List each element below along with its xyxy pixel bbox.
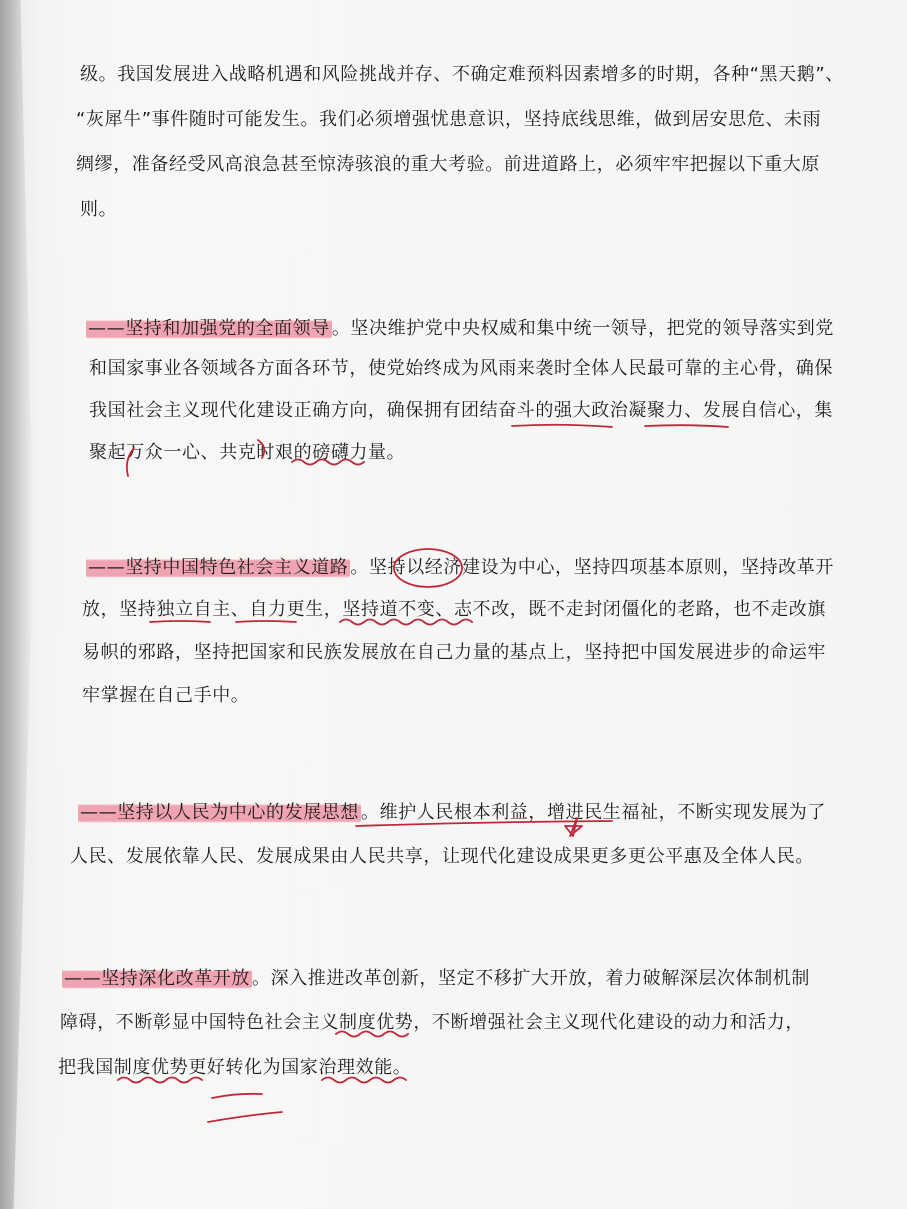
principle-line: 人民、发展依靠人民、发展成果由人民共享，让现代化建设成果更多更公平惠及全体人民。 [70,846,814,867]
underline-mark [645,425,728,427]
principle-line: 牢掌握在自己手中。 [82,685,250,706]
intro-line: “灰犀牛”事件随时可能发生。我们必须增强忧患意识，坚持底线思维，做到居安思危、未雨 [76,109,822,130]
principle-heading: ——坚持中国特色社会主义道路 [88,557,349,578]
underline-mark [512,425,612,427]
principle-first-line [86,555,834,581]
principle-first-line [62,966,810,992]
principle-text: 。坚持以经济建设为中心，坚持四项基本原则，坚持改革开 [350,557,835,578]
principle-heading: ——坚持深化改革开放 [64,968,250,989]
principle-first-line [86,316,834,342]
intro-line: 级。我国发展进入战略机遇和风险挑战并存、不确定难预料因素增多的时期，各种“黑天鹅”、 [80,64,844,85]
principle-line: 和国家事业各领域各方面各环节，使党始终成为风雨来袭时全体人民最可靠的主心骨，确保 [89,358,833,379]
principle-line: 放，坚持独立自主、自力更生，坚持道不变、志不改，既不走封闭僵化的老路，也不走改旗 [82,599,826,620]
principle-line: 聚起万众一心、共克时艰的磅礴力量。 [89,442,406,463]
principle-text: 。坚决维护党中央权威和集中统一领导，把党的领导落实到党 [331,318,835,339]
principle-text: 。深入推进改革创新，坚定不移扩大开放，着力破解深层次体制机制 [252,968,810,989]
principle-line: 易帜的邪路，坚持把国家和民族发展放在自己力量的基点上，坚持把中国发展进步的命运牢 [82,642,826,663]
double-underline-mark [212,1094,262,1098]
principle-heading: ——坚持以人民为中心的发展思想 [80,802,359,823]
principle-line: 障碍，不断彰显中国特色社会主义制度优势，不断增强社会主义现代化建设的动力和活力， [60,1012,804,1033]
double-underline-mark [208,1112,282,1122]
principle-line: 我国社会主义现代化建设正确方向，确保拥有团结奋斗的强大政治凝聚力、发展自信心，集 [89,400,833,421]
principle-heading: ——坚持和加强党的全面领导 [88,318,330,339]
intro-line: 则。 [80,199,118,220]
principle-first-line [78,800,826,826]
principle-text: 。维护人民根本利益，增进民生福祉，不断实现发展为了 [361,802,826,823]
intro-line: 绸缪，准备经受风高浪急甚至惊涛骇浪的重大考验。前进道路上，必须牢牢把握以下重大原 [76,154,820,175]
page-edge-shadow [0,0,34,1209]
principle-line: 把我国制度优势更好转化为国家治理效能。 [58,1057,412,1078]
